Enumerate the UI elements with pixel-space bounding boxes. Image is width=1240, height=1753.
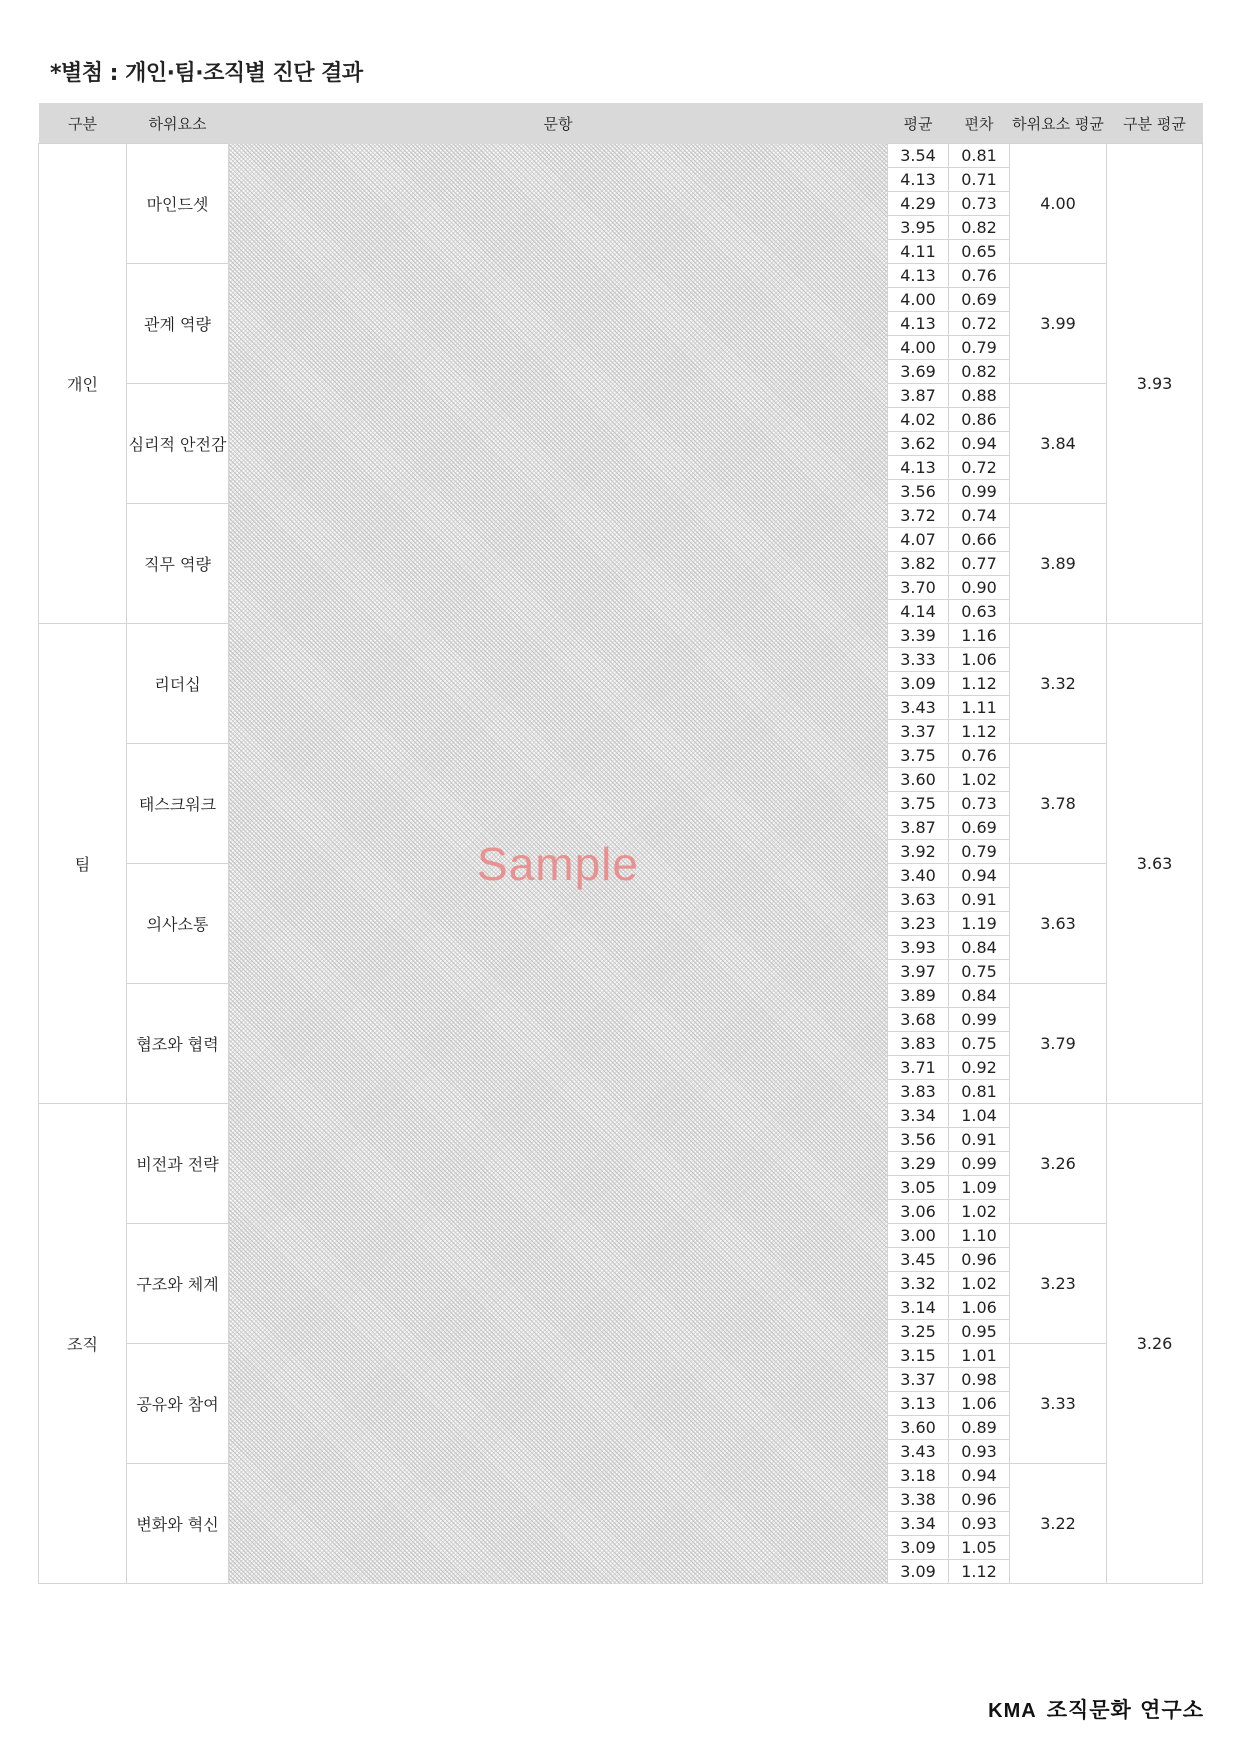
item-sd: 0.99: [949, 480, 1010, 504]
item-mean: 3.40: [888, 864, 949, 888]
header-category: 구분: [39, 103, 127, 144]
item-mean: 3.75: [888, 744, 949, 768]
kma-logo-text: KMA: [988, 1700, 1037, 1722]
item-mean: 3.05: [888, 1176, 949, 1200]
item-mean: 3.93: [888, 936, 949, 960]
item-mean: 3.06: [888, 1200, 949, 1224]
header-item: 문항: [229, 103, 888, 144]
subfactor-mean: 4.00: [1010, 144, 1107, 264]
item-mean: 3.72: [888, 504, 949, 528]
item-sd: 0.84: [949, 984, 1010, 1008]
item-mean: 3.13: [888, 1392, 949, 1416]
header-sd: 편차: [949, 103, 1010, 144]
category-cell: 팀: [39, 624, 127, 1104]
item-sd: 0.95: [949, 1320, 1010, 1344]
item-mean: 3.87: [888, 384, 949, 408]
item-sd: 0.63: [949, 600, 1010, 624]
results-table: [38, 103, 1203, 1584]
item-sd: 0.72: [949, 312, 1010, 336]
item-mean: 3.34: [888, 1104, 949, 1128]
item-mean: 4.11: [888, 240, 949, 264]
item-sd: 1.06: [949, 648, 1010, 672]
item-mean: 3.63: [888, 888, 949, 912]
item-sd: 1.02: [949, 1272, 1010, 1296]
header-subfactor: 하위요소: [127, 103, 229, 144]
item-mean: 3.87: [888, 816, 949, 840]
subfactor-cell: 협조와 협력: [127, 984, 229, 1104]
item-mean: 4.14: [888, 600, 949, 624]
item-mean: 3.45: [888, 1248, 949, 1272]
item-mean: 4.13: [888, 168, 949, 192]
subfactor-cell: 변화와 혁신: [127, 1464, 229, 1584]
item-sd: 0.79: [949, 336, 1010, 360]
item-mean: 4.00: [888, 288, 949, 312]
item-sd: 1.06: [949, 1296, 1010, 1320]
subfactor-cell: 심리적 안전감: [127, 384, 229, 504]
item-sd: 0.94: [949, 864, 1010, 888]
item-mean: 3.71: [888, 1056, 949, 1080]
item-mean: 3.37: [888, 1368, 949, 1392]
item-mean: 3.18: [888, 1464, 949, 1488]
item-mean: 3.62: [888, 432, 949, 456]
subfactor-mean: 3.33: [1010, 1344, 1107, 1464]
subfactor-mean: 3.22: [1010, 1464, 1107, 1584]
item-mean: 4.29: [888, 192, 949, 216]
item-sd: 1.11: [949, 696, 1010, 720]
item-mean: 4.13: [888, 264, 949, 288]
item-mean: 4.13: [888, 312, 949, 336]
item-mean: 3.60: [888, 1416, 949, 1440]
institute-name: 조직문화 연구소: [1046, 1698, 1204, 1722]
item-mean: 3.56: [888, 480, 949, 504]
footer-logo: [988, 1694, 1204, 1724]
header-cat-mean: 구분 평균: [1107, 103, 1203, 144]
item-mean: 4.07: [888, 528, 949, 552]
item-sd: 0.75: [949, 960, 1010, 984]
item-sd: 1.09: [949, 1176, 1010, 1200]
item-sd: 0.82: [949, 360, 1010, 384]
item-mean: 3.25: [888, 1320, 949, 1344]
subfactor-mean: 3.79: [1010, 984, 1107, 1104]
item-mean: 3.09: [888, 1536, 949, 1560]
item-sd: 0.93: [949, 1512, 1010, 1536]
item-sd: 1.06: [949, 1392, 1010, 1416]
item-mean: 3.09: [888, 1560, 949, 1584]
item-mean: 3.43: [888, 1440, 949, 1464]
item-sd: 0.98: [949, 1368, 1010, 1392]
item-mean: 3.83: [888, 1032, 949, 1056]
item-mean: 3.83: [888, 1080, 949, 1104]
item-sd: 1.04: [949, 1104, 1010, 1128]
item-mean: 3.00: [888, 1224, 949, 1248]
item-mean: 3.43: [888, 696, 949, 720]
item-sd: 0.93: [949, 1440, 1010, 1464]
item-sd: 0.66: [949, 528, 1010, 552]
table-body: [39, 144, 1203, 1584]
item-sd: 1.12: [949, 1560, 1010, 1584]
item-mean: 3.38: [888, 1488, 949, 1512]
item-mean: 3.82: [888, 552, 949, 576]
item-mean: 3.75: [888, 792, 949, 816]
item-sd: 0.89: [949, 1416, 1010, 1440]
item-mean: 3.33: [888, 648, 949, 672]
page-title: *별첨 : 개인·팀·조직별 진단 결과: [50, 61, 363, 86]
header-sub-mean: 하위요소 평균: [1010, 103, 1107, 144]
item-sd: 0.65: [949, 240, 1010, 264]
item-mean: 3.34: [888, 1512, 949, 1536]
subfactor-mean: 3.32: [1010, 624, 1107, 744]
item-sd: 1.12: [949, 720, 1010, 744]
item-text-redacted: [229, 144, 888, 1584]
subfactor-cell: 비전과 전략: [127, 1104, 229, 1224]
item-sd: 0.96: [949, 1248, 1010, 1272]
item-sd: 0.92: [949, 1056, 1010, 1080]
item-sd: 0.69: [949, 288, 1010, 312]
subfactor-mean: 3.89: [1010, 504, 1107, 624]
header-mean: 평균: [888, 103, 949, 144]
item-sd: 0.86: [949, 408, 1010, 432]
subfactor-cell: 직무 역량: [127, 504, 229, 624]
item-sd: 0.81: [949, 1080, 1010, 1104]
item-sd: 1.01: [949, 1344, 1010, 1368]
category-cell: 조직: [39, 1104, 127, 1584]
item-sd: 0.73: [949, 192, 1010, 216]
item-sd: 0.88: [949, 384, 1010, 408]
item-sd: 0.74: [949, 504, 1010, 528]
item-sd: 0.76: [949, 744, 1010, 768]
item-mean: 4.00: [888, 336, 949, 360]
item-sd: 0.84: [949, 936, 1010, 960]
item-mean: 3.54: [888, 144, 949, 168]
subfactor-cell: 태스크워크: [127, 744, 229, 864]
item-mean: 3.39: [888, 624, 949, 648]
item-mean: 3.09: [888, 672, 949, 696]
category-mean: 3.26: [1107, 1104, 1203, 1584]
item-sd: 1.05: [949, 1536, 1010, 1560]
sample-watermark: Sample: [477, 837, 639, 890]
item-sd: 0.99: [949, 1008, 1010, 1032]
item-mean: 3.89: [888, 984, 949, 1008]
item-mean: 3.60: [888, 768, 949, 792]
subfactor-cell: 구조와 체계: [127, 1224, 229, 1344]
item-mean: 3.14: [888, 1296, 949, 1320]
item-mean: 4.13: [888, 456, 949, 480]
subfactor-cell: 의사소통: [127, 864, 229, 984]
item-mean: 3.29: [888, 1152, 949, 1176]
item-sd: 0.72: [949, 456, 1010, 480]
table-row: [39, 144, 1203, 168]
item-sd: 0.96: [949, 1488, 1010, 1512]
subfactor-cell: 공유와 참여: [127, 1344, 229, 1464]
item-mean: 3.37: [888, 720, 949, 744]
item-sd: 0.76: [949, 264, 1010, 288]
item-sd: 0.77: [949, 552, 1010, 576]
item-mean: 3.92: [888, 840, 949, 864]
table-header-row: [39, 103, 1203, 144]
item-sd: 0.91: [949, 1128, 1010, 1152]
item-sd: 1.12: [949, 672, 1010, 696]
item-mean: 3.69: [888, 360, 949, 384]
subfactor-mean: 3.78: [1010, 744, 1107, 864]
item-sd: 0.81: [949, 144, 1010, 168]
item-mean: 3.95: [888, 216, 949, 240]
item-sd: 0.82: [949, 216, 1010, 240]
item-sd: 0.94: [949, 1464, 1010, 1488]
item-sd: 0.71: [949, 168, 1010, 192]
category-mean: 3.63: [1107, 624, 1203, 1104]
item-sd: 1.10: [949, 1224, 1010, 1248]
item-mean: 3.97: [888, 960, 949, 984]
item-sd: 0.75: [949, 1032, 1010, 1056]
item-sd: 0.69: [949, 816, 1010, 840]
category-cell: 개인: [39, 144, 127, 624]
item-mean: 3.15: [888, 1344, 949, 1368]
subfactor-mean: 3.26: [1010, 1104, 1107, 1224]
subfactor-cell: 마인드셋: [127, 144, 229, 264]
item-mean: 3.32: [888, 1272, 949, 1296]
item-sd: 0.73: [949, 792, 1010, 816]
item-sd: 1.16: [949, 624, 1010, 648]
subfactor-mean: 3.23: [1010, 1224, 1107, 1344]
item-sd: 0.90: [949, 576, 1010, 600]
subfactor-mean: 3.63: [1010, 864, 1107, 984]
category-mean: 3.93: [1107, 144, 1203, 624]
item-sd: 1.02: [949, 768, 1010, 792]
subfactor-cell: 관계 역량: [127, 264, 229, 384]
item-mean: 4.02: [888, 408, 949, 432]
subfactor-mean: 3.84: [1010, 384, 1107, 504]
item-sd: 0.94: [949, 432, 1010, 456]
item-sd: 0.91: [949, 888, 1010, 912]
item-sd: 0.79: [949, 840, 1010, 864]
item-sd: 0.99: [949, 1152, 1010, 1176]
item-mean: 3.23: [888, 912, 949, 936]
item-mean: 3.56: [888, 1128, 949, 1152]
item-sd: 1.02: [949, 1200, 1010, 1224]
subfactor-cell: 리더십: [127, 624, 229, 744]
item-mean: 3.68: [888, 1008, 949, 1032]
item-sd: 1.19: [949, 912, 1010, 936]
subfactor-mean: 3.99: [1010, 264, 1107, 384]
item-mean: 3.70: [888, 576, 949, 600]
